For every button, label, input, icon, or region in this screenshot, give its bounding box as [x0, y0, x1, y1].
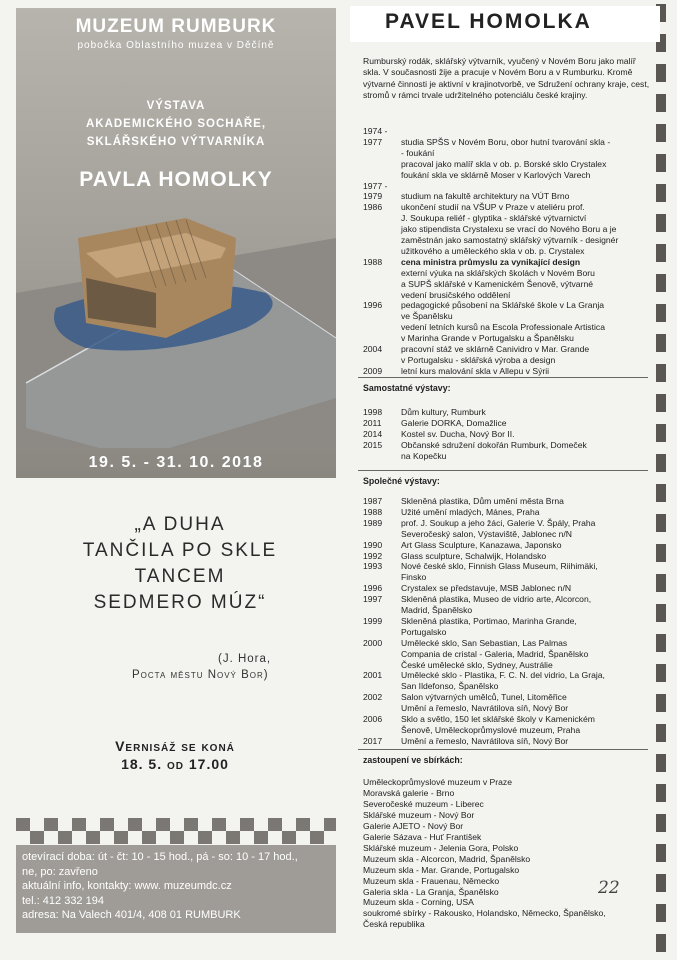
bio-year: 1986: [363, 202, 383, 213]
group-year: 1987: [363, 496, 383, 506]
group-text: Glass sculpture, Schalwijk, Holandsko: [401, 550, 547, 561]
bio-year: 2009: [363, 365, 383, 376]
collection-item: Sklářské muzeum - Jelenia Gora, Polsko: [363, 842, 519, 853]
group-text: Skleněná plastika, Museo de vidrio arte, Alcorcon,: [401, 594, 592, 605]
group-year: 1989: [363, 517, 383, 528]
group-text: Compania de cristal - Galeria, Madrid, Španělsko: [401, 648, 589, 659]
contact-info-box: [16, 845, 336, 933]
bio-text: vedení letních kursů na Escola Professionale Artistica: [401, 322, 605, 333]
solo-heading: Samostatné výstavy:: [363, 383, 451, 393]
artist-name: PAVLA HOMOLKY: [79, 168, 273, 191]
group-text: Art Glass Sculpture, Kanazawa, Japonsko: [401, 539, 562, 550]
handwritten-page-mark: 22: [598, 878, 620, 898]
museum-branch: pobočka Oblastního muzea v Děčíně: [77, 40, 275, 51]
solo-year: 1998: [363, 407, 383, 417]
collection-item: Muzeum skla - Mar. Grande, Portugalsko: [363, 864, 520, 875]
bio-text: jako stipendista Crystalexu se vrací do Nového Boru a je: [401, 224, 617, 235]
exhibition-line-2: AKADEMICKÉHO SOCHAŘE,: [85, 118, 267, 130]
group-text: prof. J. Soukup a jeho žáci, Galerie V. Špály, Praha: [401, 517, 596, 528]
quote-line-1: „A DUHA: [134, 514, 226, 535]
group-text: Skleněná plastika, Dům umění města Brna: [401, 496, 564, 506]
bio-text: v Marinha Grande v Portugalsku a Španělsku: [401, 333, 574, 344]
collection-item: Galeria skla - La Granja, Španělsko: [363, 886, 499, 897]
exhibition-dates: 19. 5. - 31. 10. 2018: [88, 454, 264, 471]
collection-item: Muzeum skla - Corning, USA: [363, 897, 474, 908]
bio-year: 1977: [363, 136, 383, 147]
bio-text: studia SPŠS v Novém Boru, obor hutní tvarování skla -: [401, 136, 611, 147]
solo-text: Dům kultury, Rumburk: [401, 407, 486, 417]
phone-line: tel.: 412 332 194: [22, 894, 104, 907]
collection-item: Severočeské muzeum - Liberec: [363, 798, 484, 809]
quote-block: [30, 512, 330, 616]
solo-text: na Kopečku: [401, 450, 447, 461]
exhibition-line-3: SKLÁŘSKÉHO VÝTVARNÍKA: [86, 136, 266, 148]
glass-sculpture-photo: [16, 198, 336, 448]
solo-text: Kostel sv. Ducha, Nový Bor II.: [401, 428, 515, 439]
solo-text: Občanské sdružení dokořán Rumburk, Domeček: [401, 439, 587, 450]
bio-text: vedení brusičského oddělení: [401, 289, 511, 300]
group-text: Sklo a světlo, 150 let sklářské školy v Kamenickém: [401, 714, 595, 724]
group-year: 2001: [363, 670, 383, 681]
solo-text: Galerie DORKA, Domažlice: [401, 417, 507, 428]
group-text: San Ildefonso, Španělsko: [401, 681, 499, 692]
bio-year: 1977 -: [363, 180, 388, 191]
bio-text: pracovní stáž ve sklárně Canividro v Mar. Grande: [401, 344, 590, 354]
closed-days: ne, po: zavřeno: [22, 865, 98, 878]
bio-text: užitkového a uměleckého skla v ob. p. Crystalex: [401, 245, 585, 256]
exhibition-line-1: VÝSTAVA: [146, 100, 206, 112]
group-text: Madrid, Španělsko: [401, 605, 473, 615]
bio-year: 2004: [363, 344, 383, 354]
bio-text: v Portugalsku - sklářská výroba a design: [401, 354, 556, 365]
quote-line-2: TANČILA PO SKLE: [82, 540, 278, 561]
collection-item: Galerie Sázava - Huť František: [363, 831, 482, 842]
group-year: 1993: [363, 561, 383, 572]
solo-year: 2014: [363, 428, 383, 439]
bio-text: letní kurs malování skla v Allepu v Sýrii: [401, 365, 550, 376]
group-text: Šenově, Uměleckoprůmyslové muzeum, Praha: [401, 724, 581, 735]
bio-text: zaměstnán jako samostatný sklářský výtvarník - designér: [401, 235, 619, 245]
bio-year: 1974 -: [363, 126, 388, 136]
group-text: Užité umění mladých, Mánes, Praha: [401, 506, 540, 517]
bio-text: ve Španělsku: [401, 311, 453, 322]
website-line: aktuální info, kontakty: www. muzeumdc.cz: [22, 880, 232, 892]
collection-item: Muzeum skla - Alcorcon, Madrid, Španělsko: [363, 853, 531, 864]
collection-item: soukromé sbírky - Rakousko, Holandsko, Německo, Španělsko,: [363, 908, 606, 919]
artist-heading: PAVEL HOMOLKA: [385, 10, 592, 33]
solo-year: 2015: [363, 439, 383, 450]
group-year: 1996: [363, 583, 383, 594]
bio-text: foukání skla ve sklárně Moser v Karlových Varech: [401, 169, 591, 180]
artist-intro: Rumburský rodák, sklářský výtvarník, vyučený v Novém Boru jako malíř skla. V současnosti žije a pracuje v Novém Boru a v Rumburku. Kromě výtvarné činnosti je aktivní v krajinotvorbě, ve Sdružení ochrany kraje, cest, stromů v rámci trvale udržitelného potenciálu české krajiny.: [363, 56, 650, 101]
group-year: 1990: [363, 539, 383, 550]
bio-year: 1979: [363, 191, 383, 202]
divider-group: [358, 470, 648, 471]
group-year: 2000: [363, 637, 383, 648]
group-text: České umělecké sklo, Sydney, Austrálie: [401, 659, 553, 670]
group-text: Skleněná plastika, Portimao, Marinha Grande,: [401, 615, 577, 626]
opening-hours: otevírací doba: út - čt: 10 - 15 hod., pá - so: 10 - 17 hod.,: [22, 851, 298, 863]
bio-text: pracoval jako malíř skla v ob. p. Borské sklo Crystalex: [401, 158, 607, 169]
group-heading: Společné výstavy:: [363, 476, 440, 486]
filmstrip-edge: [656, 0, 670, 960]
address-line: adresa: Na Valech 401/4, 408 01 RUMBURK: [22, 909, 241, 921]
group-year: 2002: [363, 692, 383, 703]
group-year: 1997: [363, 594, 383, 605]
bio-text: ukončení studií na VŠUP v Praze v ateliéru prof.: [401, 202, 585, 213]
vernisage-line-1: Vernisáž se koná: [115, 738, 235, 754]
group-text: Salon výtvarných umělců, Tunel, Litoměřice: [401, 692, 567, 703]
group-year: 2017: [363, 735, 383, 746]
bio-text: studium na fakultě architektury na VÚT Brno: [401, 191, 570, 202]
group-text: Umění a řemeslo, Navrátilova síň, Nový Bor: [401, 703, 569, 714]
vernisage-line-2: 18. 5. od 17.00: [121, 756, 229, 772]
divider-solo: [358, 377, 648, 378]
museum-title: MUZEUM RUMBURK: [75, 16, 277, 37]
group-text: Severočeský salon, Výstaviště, Jablonec n/N: [401, 528, 573, 539]
group-text: Umělecké sklo - Plastika, F. C. N. del vidrio, La Graja,: [401, 670, 605, 681]
quote-source-1: (J. Hora,: [218, 653, 272, 665]
collection-item: Moravská galerie - Brno: [363, 787, 455, 798]
group-year: 1992: [363, 550, 383, 561]
group-text: Umění a řemeslo, Navrátilova síň, Nový Bor: [401, 735, 569, 746]
bio-text: externí výuka na sklářských školách v Novém Boru: [401, 267, 595, 278]
checker-band: [16, 818, 336, 844]
quote-source-2: Pocta městu Nový Bor): [132, 669, 269, 681]
exhibition-poster: [16, 8, 336, 478]
divider-collections: [358, 749, 648, 750]
collection-item: Česká republika: [363, 919, 425, 930]
group-text: Finsko: [401, 572, 427, 583]
bio-text: cena ministra průmyslu za vynikající design: [401, 256, 581, 267]
collection-item: Uměleckoprůmyslové muzeum v Praze: [363, 777, 513, 787]
bio-year: 1988: [363, 256, 383, 267]
group-text: Portugalsko: [401, 626, 447, 637]
group-year: 2006: [363, 714, 383, 724]
collections-heading: zastoupení ve sbírkách:: [363, 755, 463, 765]
bio-text: J. Soukupa reliéf - glyptika - sklářské výtvarnictví: [401, 213, 587, 224]
bio-text: a SUPŠ sklářské v Kamenickém Šenově, výtvarné: [401, 278, 594, 289]
solo-year: 2011: [363, 417, 382, 428]
group-text: Crystalex se představuje, MSB Jablonec n/N: [401, 583, 572, 594]
bio-year: 1996: [363, 300, 383, 311]
collection-item: Sklářské muzeum - Nový Bor: [363, 809, 475, 820]
quote-line-3: TANCEM: [134, 566, 226, 587]
collection-item: Galerie AJETO - Nový Bor: [363, 820, 464, 831]
bio-text: - foukání: [401, 147, 435, 158]
quote-line-4: SEDMERO MÚZ“: [93, 592, 267, 613]
group-text: Nové české sklo, Finnish Glass Museum, Riihimäki,: [401, 561, 598, 572]
bio-text: pedagogické působení na Sklářské škole v La Granja: [401, 300, 605, 311]
collection-item: Muzeum skla - Frauenau, Německo: [363, 875, 500, 886]
group-year: 1988: [363, 506, 383, 517]
group-text: Umělecké sklo, San Sebastian, Las Palmas: [401, 637, 568, 648]
group-year: 1999: [363, 615, 383, 626]
